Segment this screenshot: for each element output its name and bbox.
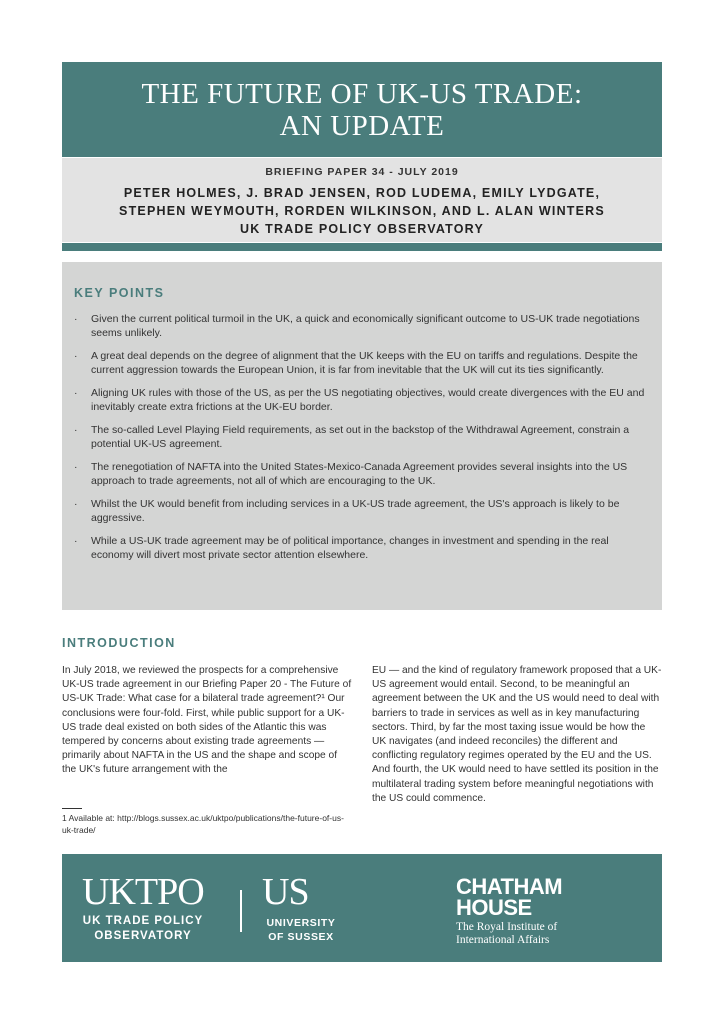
authors-line-2: STEPHEN WEYMOUTH, RORDEN WILKINSON, AND L. ALAN WINTERS	[119, 204, 605, 218]
bullet-icon: ·	[74, 424, 78, 436]
key-point-item: · Aligning UK rules with those of the US, as per the US negotiating objectives, would create divergences with the EU and inevitably create extra frictions at the UK-EU border.	[74, 387, 645, 413]
chatham-house-subtitle: The Royal Institute of International Affairs	[456, 921, 558, 946]
chatham-house-logo: CHATHAM HOUSE	[456, 874, 563, 920]
title-line-1: THE FUTURE OF UK-US TRADE:	[141, 77, 583, 110]
footer-logos	[62, 854, 662, 962]
divider-band	[62, 243, 662, 251]
authors	[62, 184, 662, 220]
authors-line-1: PETER HOLMES, J. BRAD JENSEN, ROD LUDEMA, EMILY LYDGATE,	[123, 186, 601, 200]
uktpo-logo: UKTPO	[82, 871, 204, 913]
bullet-icon: ·	[74, 313, 78, 325]
bullet-icon: ·	[74, 387, 78, 399]
bullet-icon: ·	[74, 498, 78, 510]
key-points-box	[62, 262, 662, 610]
key-point-item: · Given the current political turmoil in the UK, a quick and economically significant outcome to US-UK trade negotiations seems unlikely.	[74, 313, 640, 339]
key-point-item: · The renegotiation of NAFTA into the United States-Mexico-Canada Agreement provides several insights into the US approach to trade agreements, not all of which are encouraging to the UK.	[74, 461, 628, 487]
sussex-subtitle: UNIVERSITY OF SUSSEX	[266, 917, 336, 943]
key-points-heading: KEY POINTS	[74, 286, 165, 300]
bullet-icon: ·	[74, 461, 78, 473]
organization: UK TRADE POLICY OBSERVATORY	[239, 222, 484, 236]
key-points-list	[74, 312, 654, 571]
paper-label: BRIEFING PAPER 34 - JULY 2019	[265, 166, 459, 178]
footnote: 1 Available at: http://blogs.sussex.ac.uk/uktpo/publications/the-future-of-us-uk-trade/	[62, 813, 344, 835]
key-point-item: · Whilst the UK would benefit from including services in a UK-US trade agreement, the US's approach is likely to be aggressive.	[74, 498, 620, 524]
title-line-2: AN UPDATE	[279, 109, 445, 142]
bullet-icon: ·	[74, 535, 78, 547]
uktpo-subtitle: UK TRADE POLICY OBSERVATORY	[82, 915, 204, 942]
footnote-rule	[62, 808, 82, 809]
bullet-icon: ·	[74, 350, 78, 362]
key-point-item: · A great deal depends on the degree of alignment that the UK keeps with the EU on tariffs and regulations. Despite the current aggression towards the European Union, it is far from inevitable that the UK will cut its ties significantly.	[74, 350, 638, 376]
logo-divider	[240, 890, 242, 932]
meta-band	[62, 158, 662, 242]
introduction-left-column: In July 2018, we reviewed the prospects for a comprehensive UK-US trade agreement in our Briefing Paper 20 - The Future of US-UK Trade: What case for a bilateral trade agreement?¹ Our conclusions were four-fold. First, while public support for a UK-US trade deal existed on both sides of the Atlantic this was tempered by concerns about existing trade agreements — primarily about NAFTA in the US and the shape and scope of the UK's future arrangement with the	[62, 665, 352, 776]
introduction-heading: INTRODUCTION	[62, 636, 176, 650]
key-point-item: · While a US-UK trade agreement may be of political importance, changes in investment and spending in the real economy will divert most private sector attention elsewhere.	[74, 535, 609, 561]
introduction-right-column: EU — and the kind of regulatory framework proposed that a UK-US agreement would entail. Second, to be meaningful an agreement between the UK and the US would need to deal with barriers to trade in services as well as in key manufacturing sectors. Third, by far the most taxing issue would be how the UK navigates (and indeed reconciles) the different and conflicting regulatory regimes operated by the EU and the US. And fourth, the UK would need to have settled its position in the multilateral trading system before meaningful negotiations with the US could commence.	[372, 665, 662, 804]
sussex-logo: US	[262, 871, 309, 913]
title-band	[62, 62, 662, 157]
key-point-item: · The so-called Level Playing Field requirements, as set out in the backstop of the Withdrawal Agreement, constrain a potential UK-US agreement.	[74, 424, 630, 450]
